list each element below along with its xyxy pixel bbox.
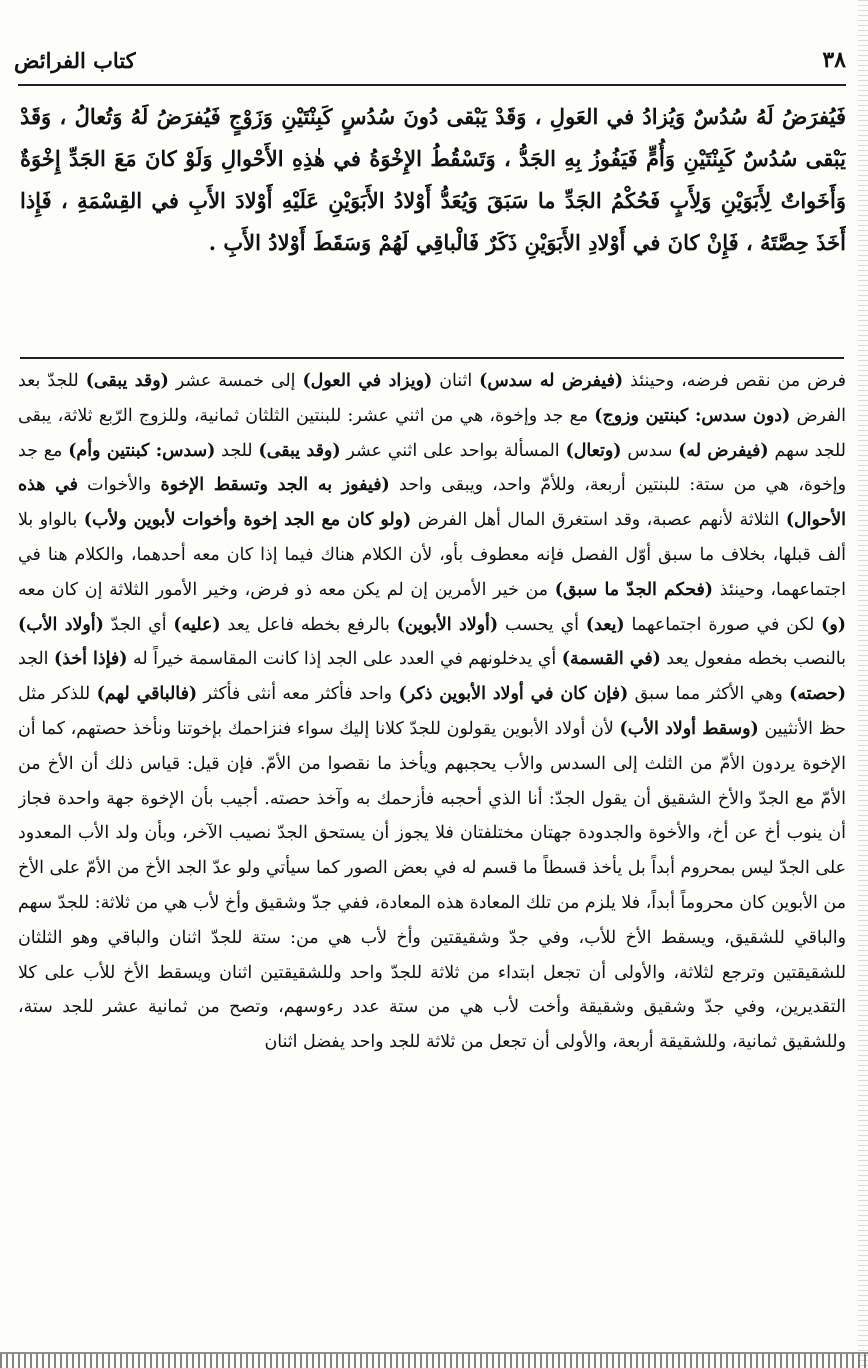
quoted-matn-phrase: (فيفرض له سدس)	[479, 371, 624, 391]
commentary-segment: من خير الأمرين إن لم يكن معه ذو فرض، وخير الأمور الثلاثة إن كان معه	[18, 579, 555, 600]
commentary-divider	[20, 357, 844, 359]
commentary-segment: وهي الأكثر مما سبق	[628, 684, 790, 705]
main-text	[20, 96, 846, 354]
commentary-segment: المسألة بواحد على اثني عشر	[340, 440, 566, 461]
commentary-segment: بالرفع بخطه فاعل يعد	[220, 614, 397, 635]
header-divider	[18, 84, 846, 86]
main-text-paragraph: فَيُفرَضُ لَهُ سُدُسٌ وَيُزادُ في العَولِ ، وَقَدْ يَبْقى دُونَ سُدُسٍ كَبِنْتَيْنِ وَزَوْجٍ فَيُفرَضُ لَهُ وَتُعالُ ، وَقَدْ يَبْقى سُدُسٌ كَبِنْتَيْنِ وَأُمٍّ فَيَفُوزُ بِهِ الجَدُّ ، وَتَسْقُطُ الإِخْوَةُ في هٰذِهِ الأَحْوالِ وَلَوْ كانَ مَعَ الجَدِّ إِخْوَةٌ وَأَخَواتٌ لِأَبَوَيْنِ وَلِأَبٍ فَحُكْمُ الجَدِّ ما سَبَقَ وَيُعَدُّ أَوْلادُ الأَبَوَيْنِ عَلَيْهِ أَوْلادَ الأَبِ في القِسْمَةِ ، فَإِذا أَخَذَ حِصَّتَهُ ، فَإِنْ كانَ في أَوْلادِ الأَبَوَيْنِ ذَكَرٌ فَالْباقِي لَهُمْ وَسَقَطَ أَوْلادُ الأَبِ .	[20, 104, 846, 255]
commentary-segment: للذكر مثل حظ الأنثيين	[18, 684, 846, 739]
commentary-segment: واحد فأكثر معه أنثى فأكثر	[197, 684, 399, 705]
scan-edge	[858, 0, 868, 1368]
quoted-matn-phrase: في هذه الأحوال)	[18, 475, 846, 531]
quoted-matn-phrase: (وقد يبقى)	[258, 440, 341, 461]
commentary-segment: والأخوات	[77, 475, 161, 496]
quoted-matn-phrase: (فيفوز به الجد وتسقط الإخوة	[160, 475, 390, 496]
commentary-segment: إلى خمسة عشر	[168, 371, 303, 391]
quoted-matn-phrase: (في القسمة)	[561, 649, 661, 670]
commentary-text	[18, 364, 846, 1340]
quoted-matn-phrase: (وسقط أولاد الأب)	[619, 718, 759, 739]
commentary-segment: اثنان	[432, 371, 480, 391]
quoted-matn-phrase: (عليه)	[173, 614, 221, 635]
page-header	[14, 40, 846, 80]
commentary-segment: مع جد وإخوة، هي من ستة: للبنتين أربعة، وللأمّ واحد، ويبقى واحد	[18, 440, 846, 496]
commentary-segment: للجدّ بعد الفرض	[18, 371, 846, 426]
quoted-matn-phrase: (و)	[821, 614, 846, 635]
quoted-matn-phrase: (ويزاد في العول)	[302, 371, 433, 391]
commentary-segment: مع جد وإخوة، هي من اثني عشر: للبنتين الثلثان ثمانية، وللزوج الرّبع ثلاثة، يبقى للجد سهم	[18, 405, 846, 461]
quoted-matn-phrase: (فإن كان في أولاد الأبوين ذكر)	[398, 684, 629, 705]
commentary-segment: فرض من نقص فرضه، وحينئذ	[623, 371, 846, 391]
quoted-matn-phrase: (أولاد الأبوين)	[396, 614, 499, 635]
quoted-matn-phrase: (دون سدس: كبنتين وزوج)	[594, 405, 791, 426]
quoted-matn-phrase: (وتعال)	[565, 440, 622, 461]
quoted-matn-phrase: (فالباقي لهم)	[96, 684, 198, 705]
commentary-segment: الجد	[18, 649, 55, 670]
commentary-segment: لأن أولاد الأبوين يقولون للجدّ كلانا إليك سواء فنزاحمك بإخوتنا ونأخذ حصتهم، كما أن الإخوة يردون الأمّ من الثلث إلى السدس والأب يحجبهم ويأخذ ما نقصوا من الأمّ. فإن قيل: قياس ذلك أن الأخ من الأمّ مع الجدّ والأخ الشقيق أن يقول الجدّ: أنا الذي أحجبه فأزحمك به وآخذ حصته. أجيب بأن الإخوة جهة واحدة فجاز أن ينوب أخ عن أخ، والأخوة والجدودة جهتان مختلفتان فلا يجوز أن يستحق الجدّ نصيب الآخر، وبأن ولد الأب المعدود على الجدّ ليس بمحروم أبداً بل يأخذ قسطاً ما قسم له في بعض الصور كما سيأتي ولو عدّ الجد الأخ من الأمّ على الأخ من الأبوين كان محروماً أبداً، فلا يلزم من تلك المعادة هذه المعادة، ففي جدّ وشقيق وأخ لأب هي من ثلاثة: للجدّ سهم والباقي للشقيق، ويسقط الأخ للأب، وفي جدّ وشقيقتين وأخ لأب هي من: ستة للجدّ اثنان والباقي وهو الثلثان للشقيقتين وترجع لثلاثة، والأولى أن تجعل ابتداء من ثلاثة للجدّ واحد وللشقيقتين اثنان ويسقط الأخ للأب على كلا التقديرين، وفي جدّ وشقيق وشقيقة وأخت لأب هي من ستة عدد رءوسهم، وتصح من ثمانية عشر للجد ستة، وللشقيق ثمانية، وللشقيقة أربعة، والأولى أن تجعل من ثلاثة للجد واحد يفضل اثنان	[18, 718, 846, 1053]
commentary-paragraph	[18, 364, 846, 1060]
decorative-border	[0, 1352, 868, 1368]
commentary-segment: بالواو بلا ألف قبلها، بخلاف ما سبق أوّل الفصل فإنه معطوف بأو، لأن الكلام هناك فيما إذا كان معه أحدهما، والكلام هنا في اجتماعهما، وحينئذ	[18, 510, 846, 600]
quoted-matn-phrase: (فيفرض له)	[678, 440, 769, 461]
quoted-matn-phrase: (فحكم الجدّ ما سبق)	[554, 579, 713, 600]
commentary-segment: أي الجدّ	[103, 614, 174, 635]
quoted-matn-phrase: (سدس: كبنتين وأم)	[68, 440, 216, 461]
quoted-matn-phrase: (يعد)	[585, 614, 625, 635]
commentary-segment: لكن في صورة اجتماعهما	[624, 614, 822, 635]
page-number: ٣٨	[822, 47, 846, 73]
book-title: كتاب الفرائض	[14, 47, 136, 73]
commentary-segment: الثلاثة لأنهم عصبة، وقد استغرق المال أهل الفرض	[411, 510, 786, 531]
quoted-matn-phrase: (فإذا أخذ)	[54, 649, 128, 670]
commentary-segment: أي يدخلونهم في العدد على الجد إذا كانت المقاسمة خيراً له	[127, 649, 562, 670]
commentary-segment: سدس	[621, 440, 679, 461]
quoted-matn-phrase: (أولاد الأب)	[18, 614, 104, 635]
commentary-segment: بالنصب بخطه مفعول يعد	[660, 649, 846, 670]
quoted-matn-phrase: (ولو كان مع الجد إخوة وأخوات لأبوين ولأب)	[83, 510, 412, 531]
commentary-segment: أي يحسب	[498, 614, 586, 635]
quoted-matn-phrase: (حصته)	[789, 684, 846, 705]
commentary-segment: للجد	[215, 440, 259, 461]
quoted-matn-phrase: (وقد يبقى)	[85, 371, 169, 391]
